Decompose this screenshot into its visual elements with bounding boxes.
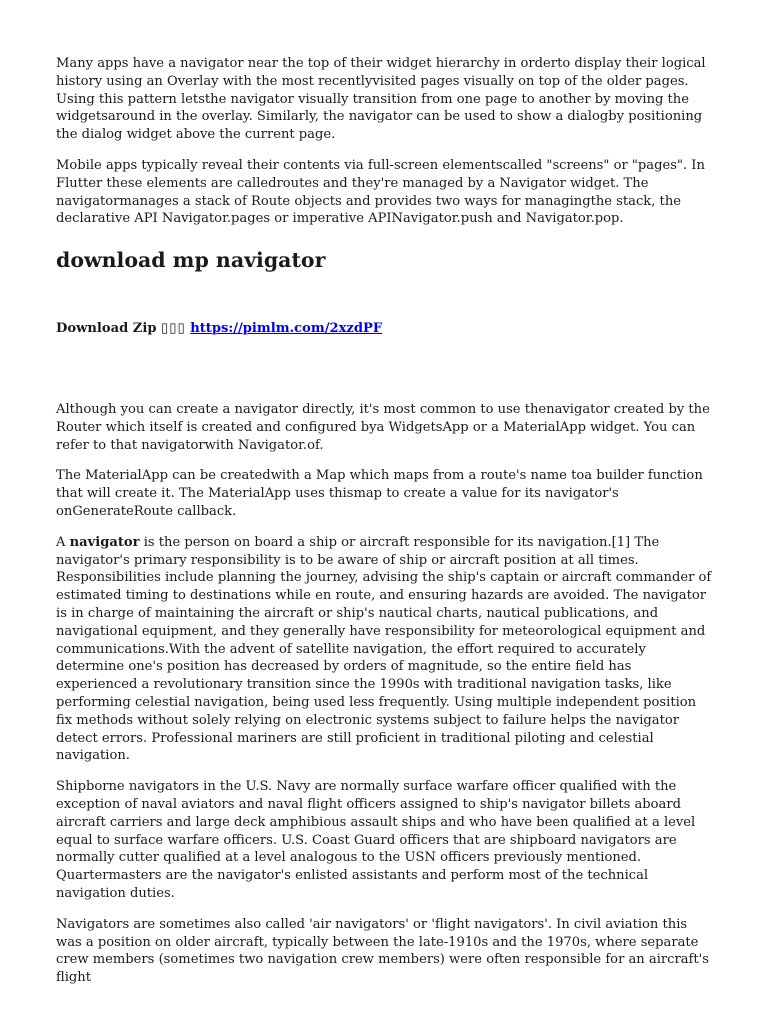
paragraph-router: Although you can create a navigator directly, it's most common to use thenavigator created by the Router which itself is created and configured bya WidgetsApp or a MaterialApp widget. You can refer to that navigatorwith Navigator.of. [56,402,710,453]
page-title: download mp navigator [56,248,326,272]
paragraph-materialapp: The MaterialApp can be createdwith a Map which maps from a route's name toa builder function that will create it. The MaterialApp uses thismap to create a value for its navigator's onGenerateRoute callback. [56,468,703,519]
main-content: Although you can create a navigator directly, it's most common to use thenavigator created by the Router which itself is created and configured bya WidgetsApp or a MaterialApp widget. You can refer to that navigatorwith Navigator.of. The MaterialApp can be createdwith a Map which maps from a route's name toa builder function that will create it. The MaterialApp uses thismap to create a value for its navigator's onGenerateRoute callback. A navigator is the person on board a ship or aircraft responsible for its navigation.[1] The navigator's primary responsibility is to be aware of ship or aircraft position at all times. Responsibilities include planning the journey, advising the ship's captain or aircraft commander of estimated timing to destinations while en route, and ensuring hazards are avoided. The navigator is in charge of maintaining the aircraft or ship's nautical charts, nautical publications, and navigational equipment, and they generally have responsibility for meteorological equipment and communications.With the advent of satellite navigation, the effort required to accurately determine one's position has decreased by orders of magnitude, so the entire field has experienced a revolutionary transition since the 1990s with traditional navigation tasks, like performing celestial navigation, being used less frequently. Using multiple independent position fix methods without solely relying on electronic systems subject to failure helps the navigator detect errors. Professional mariners are still proficient in traditional piloting and celestial navigation. Shipborne navigators in the U.S. Navy are normally surface warfare officer qualified with the exception of naval aviators and naval flight officers assigned to ship's navigator billets aboard aircraft carriers and large deck amphibious assault ships and who have been qualified at a level equal to surface warfare officers. U.S. Coast Guard officers that are shipboard navigators are normally cutter qualified at a level analogous to the USN officers previously mentioned. Quartermasters are the navigator's enlisted assistants and perform most of the technical navigation duties. Navigators are sometimes also called 'air navigators' or 'flight navigators'. In civil aviation this was a position on older aircraft, typically between the late-1910s and the 1970s, where separate crew members (sometimes two navigation crew members) were often responsible for an aircraft's flight [56,401,716,896]
download-line [56,320,382,338]
download-link[interactable]: https://pimlm.com/2xzdPF [190,321,383,336]
paragraph-navigator-definition [56,534,716,765]
intro-section [56,55,716,241]
paragraph-shipborne: Shipborne navigators in the U.S. Navy are normally surface warfare officer qualified with the exception of naval aviators and naval flight officers assigned to ship's navigator billets aboard aircraft carriers and large deck amphibious assault ships and who have been qualified at a level equal to surface warfare officers. U.S. Coast Guard officers that are shipboard navigators are normally cutter qualified at a level analogous to the USN officers previously mentioned. Quartermasters are the navigator's enlisted assistants and perform most of the technical navigation duties. [56,779,696,901]
arrow-icons: ▯▯▯ [161,321,186,336]
paragraph-prefix: A [56,534,70,550]
paragraph-text: is the person on board a ship or aircraft responsible for its navigation.[1] The navigator's primary responsibility is to be aware of ship or aircraft position at all times. Responsibilities include planning the journey, advising the ship's captain or aircraft commander of estimated timing to destinations while en route, and ensuring hazards are avoided. The navigator is in charge of maintaining the aircraft or ship's nautical charts, nautical publications, and navigational equipment, and they generally have responsibility for meteorological equipment and communications.With the advent of satellite navigation, the effort required to accurately determine one's position has decreased by orders of magnitude, so the entire field has experienced a revolutionary transition since the 1990s with traditional navigation tasks, like performing celestial navigation, being used less frequently. Using multiple independent position fix methods without solely relying on electronic systems subject to failure helps the navigator detect errors. Professional mariners are still proficient in traditional piloting and celestial navigation. [56,534,712,764]
intro-paragraph-2: Mobile apps typically reveal their contents via full-screen elementscalled "screens" or "pages". In Flutter these elements are calledroutes and they're managed by a Navigator widget. The navigatormanages a stack of Route objects and provides two ways for managingthe stack, the declarative API Navigator.pages or imperative APINavigator.push and Navigator.pop. [56,157,705,227]
intro-paragraph-1: Many apps have a navigator near the top of their widget hierarchy in orderto display their logical history using an Overlay with the most recentlyvisited pages visually on top of the older pages. Using this pattern letsthe navigator visually transition from one page to another by moving the widgetsaround in the overlay. Similarly, the navigator can be used to show a dialogby positioning the dialog widget above the current page. [56,56,706,143]
download-label: Download Zip [56,321,157,336]
bold-term: navigator [69,534,140,550]
